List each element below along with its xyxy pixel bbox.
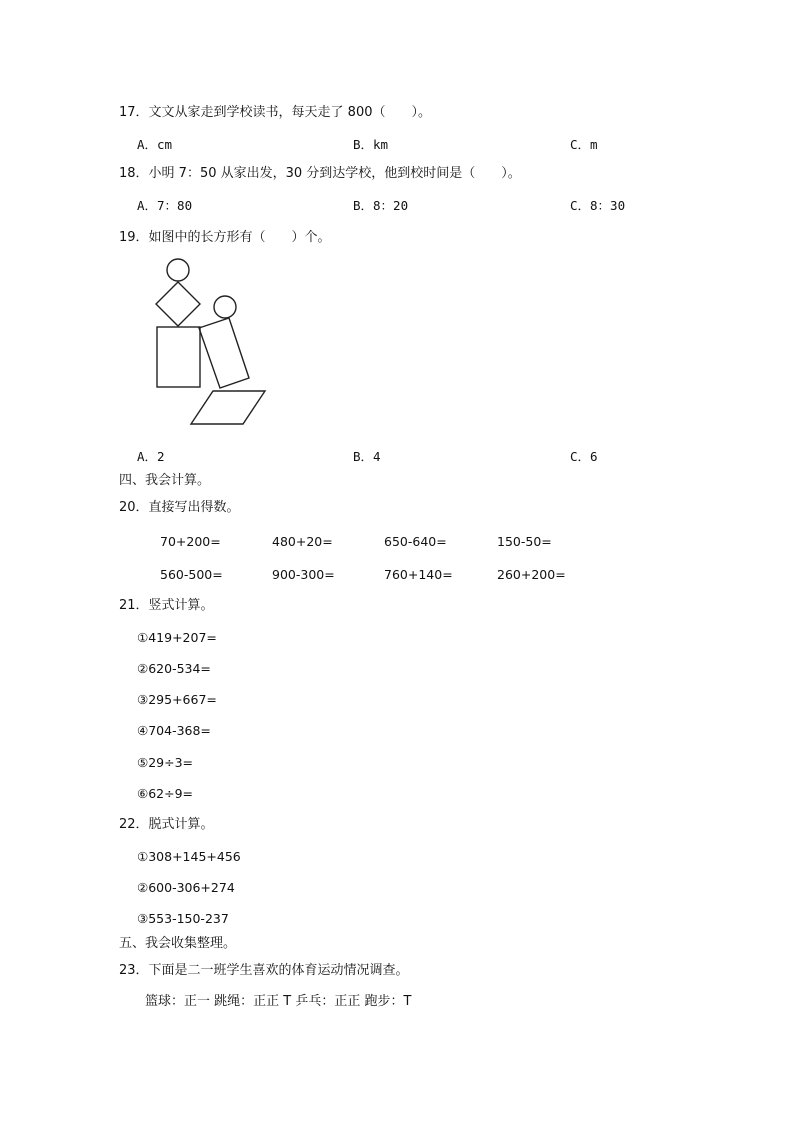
q22-item: ②600-306+274 [137,880,235,895]
q20-item: 260+200= [497,567,566,582]
q20-item: 150-50= [497,534,552,549]
right-circle [214,296,236,318]
q20-item: 650-640= [384,534,447,549]
q20-item: 560-500= [160,567,223,582]
q22-item: ①308+145+456 [137,849,241,864]
section-4-title: 四、我会计算。 [119,473,211,488]
q21-item: ②620-534= [137,661,211,676]
q21-item: ⑤29÷3= [137,755,194,770]
diamond-square [156,282,200,326]
q18-option-a: A．7：80 [137,198,193,213]
q21-item: ①419+207= [137,630,217,645]
shapes-figure [140,252,280,432]
q17-option-b: B．km [353,137,389,152]
q17-option-a: A．cm [137,137,173,152]
q20-item: 900-300= [272,567,335,582]
tilted-rectangle [199,318,249,388]
q22-text: 22．脱式计算。 [119,817,214,832]
q19-text: 19．如图中的长方形有（ ）个。 [119,230,331,245]
left-rectangle [157,327,200,387]
q18-option-c: C．8：30 [570,198,626,213]
q19-option-c: C．6 [570,449,598,464]
q23-text: 23．下面是二一班学生喜欢的体育运动情况调查。 [119,963,409,978]
q21-item: ④704-368= [137,723,211,738]
q20-text: 20．直接写出得数。 [119,500,240,515]
q22-item: ③553-150-237 [137,911,229,926]
q17-option-c: C．m [570,137,598,152]
q18-option-b: B．8：20 [353,198,409,213]
q19-option-b: B．4 [353,449,381,464]
parallelogram [191,391,265,424]
q20-item: 760+140= [384,567,453,582]
q20-item: 70+200= [160,534,221,549]
q19-option-a: A．2 [137,449,165,464]
q21-item: ③295+667= [137,692,217,707]
q21-text: 21．竖式计算。 [119,598,214,613]
q20-item: 480+20= [272,534,333,549]
q18-text: 18．小明 7：50 从家出发，30 分到达学校，他到校时间是（ ）。 [119,166,521,181]
q21-item: ⑥62÷9= [137,786,194,801]
q23-tally-line: 篮球：正一 跳绳：正正 T 乒乓：正正 跑步：T [145,994,412,1009]
q17-text: 17．文文从家走到学校读书，每天走了 800（ ）。 [119,105,431,120]
section-5-title: 五、我会收集整理。 [119,936,237,951]
top-circle [167,259,189,281]
